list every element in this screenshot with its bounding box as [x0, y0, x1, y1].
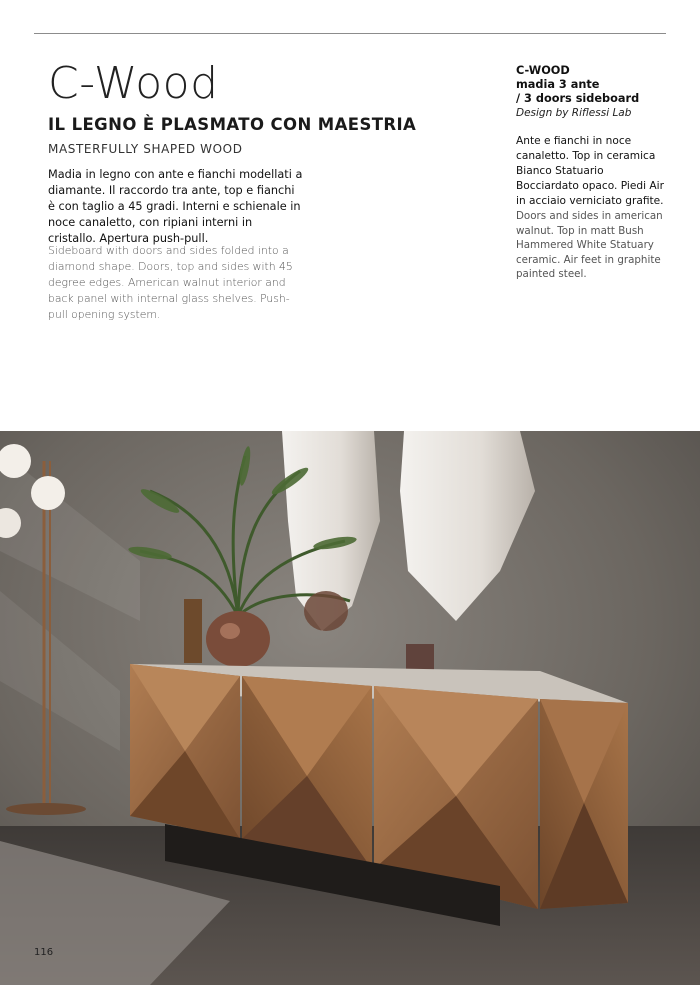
product-name: C-WOOD	[516, 64, 570, 77]
product-designer: Design by Riflessi Lab	[516, 107, 632, 119]
description-italian: Madia in legno con ante e fianchi modellati a diamante. Il raccordo tra ante, top e fianchi è con taglio a 45 gradi. Interni e schienale in noce canaletto, con ripiani interni in cristallo. Apertura push-pull.	[48, 168, 303, 245]
description-english: Sideboard with doors and sides folded into a diamond shape. Doors, top and sides with 45 degree edges. American walnut interior and back panel with internal glass shelves. Push-pull opening system.	[48, 244, 293, 321]
subtitle-italian: IL LEGNO È PLASMATO CON MAESTRIA	[48, 115, 417, 134]
subtitle-english: MASTERFULLY SHAPED WOOD	[48, 142, 243, 156]
product-photo	[0, 431, 700, 985]
page-title: C-Wood	[48, 58, 219, 109]
copper-vase	[206, 611, 270, 667]
product-finish-italian: Ante e fianchi in noce canaletto. Top in ceramica Bianco Statuario Bocciardato opaco. Piedi Air in acciaio verniciato grafite.	[516, 135, 664, 207]
product-type-english: / 3 doors sideboard	[516, 92, 640, 105]
top-divider	[34, 33, 666, 34]
page-number: 116	[34, 947, 54, 958]
product-type-italian: madia 3 ante	[516, 78, 600, 91]
candle-holder	[184, 599, 202, 663]
product-finish-english: Doors and sides in american walnut. Top in matt Bush Hammered White Statuary ceramic. Air feet in graphite painted steel.	[516, 210, 663, 280]
product-spec-block	[516, 64, 666, 282]
